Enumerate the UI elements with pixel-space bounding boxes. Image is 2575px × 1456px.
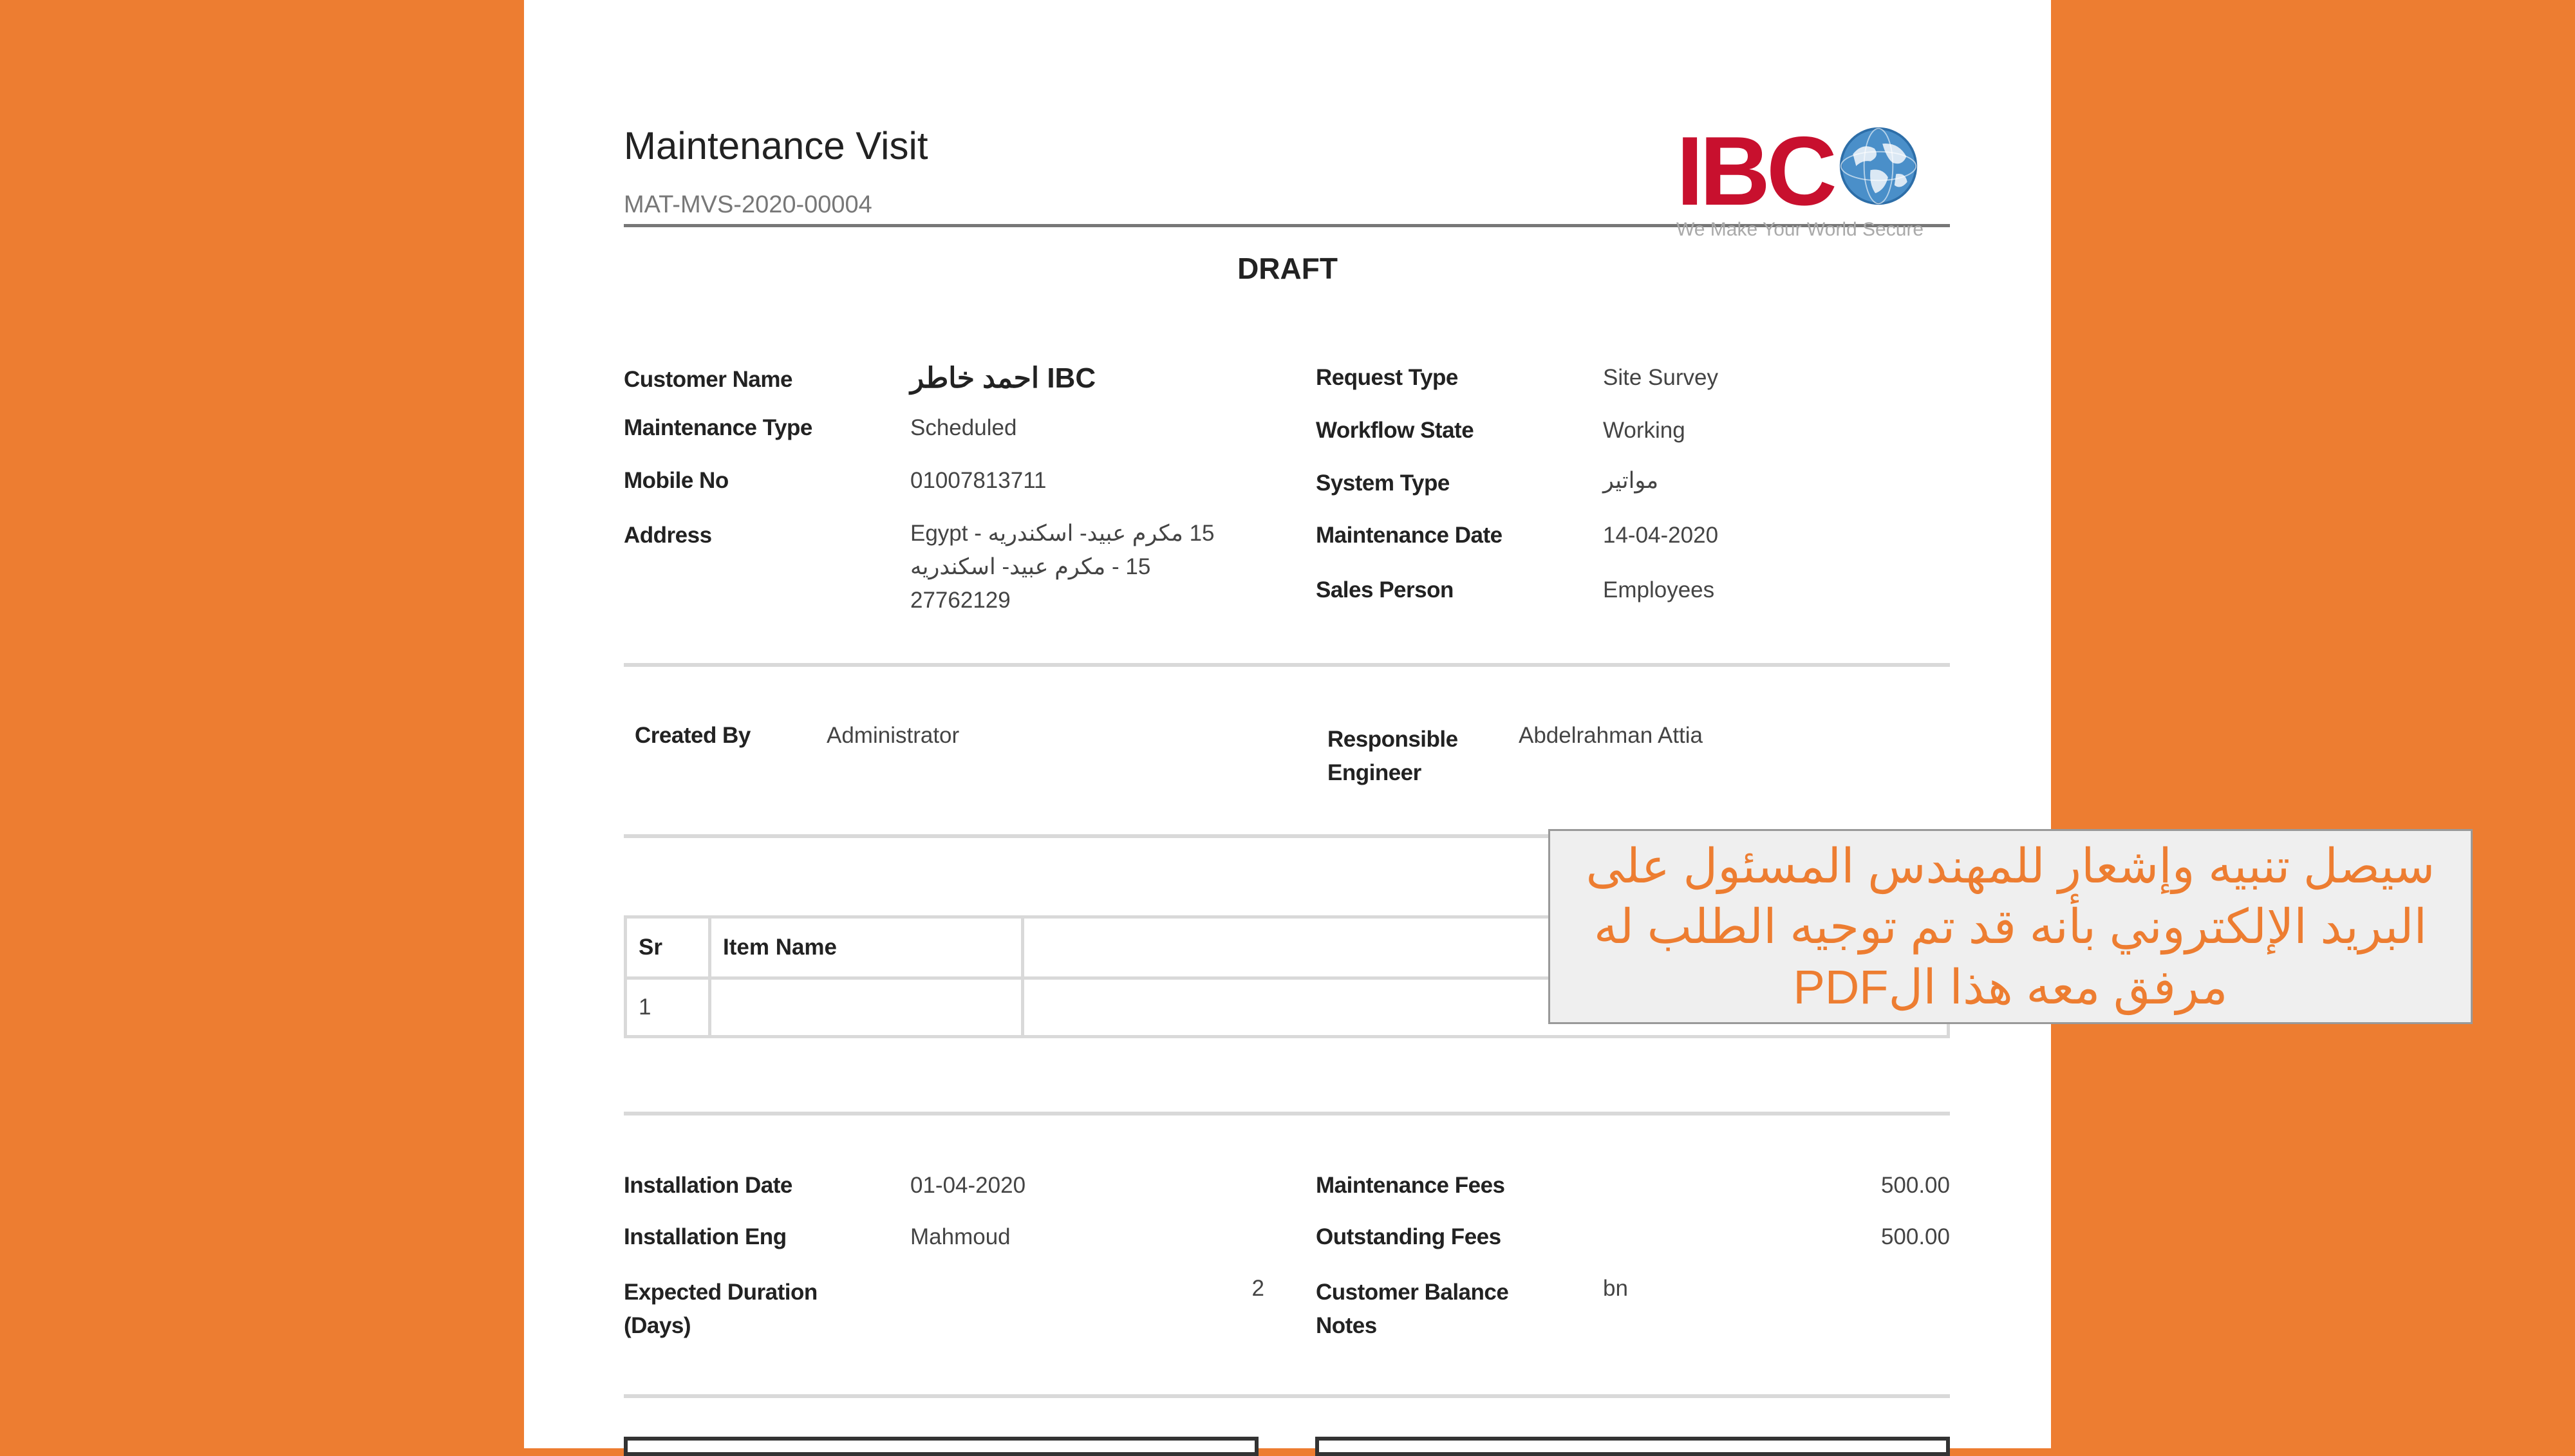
maintenance-fees-label: Maintenance Fees (1316, 1173, 1505, 1198)
customer-name-value: احمد خاطر IBC (910, 362, 1096, 394)
address-line-1: 15 مكرم عبيد- اسكندريه - Egypt (910, 521, 1215, 546)
document-title: Maintenance Visit (624, 124, 928, 167)
globe-icon (1839, 126, 1918, 206)
note-line-1: سيصل تنبيه وإشعار للمهندس المسئول على (1586, 839, 2435, 893)
address-line-3: 27762129 (910, 588, 1011, 613)
address-label: Address (624, 523, 712, 548)
customer-balance-notes-label: Customer Balance Notes (1316, 1280, 1509, 1338)
section-divider (624, 663, 1950, 667)
customer-name-label: Customer Name (624, 367, 792, 392)
outstanding-fees-value: 500.00 (1880, 1224, 1950, 1249)
installation-eng-label: Installation Eng (624, 1224, 787, 1249)
created-by-value: Administrator (827, 723, 960, 748)
expected-duration-label: Expected Duration (Days) (624, 1280, 818, 1338)
address-value (910, 517, 1245, 617)
sales-person-value: Employees (1603, 577, 1715, 602)
maintenance-date-label: Maintenance Date (1316, 523, 1503, 548)
maintenance-fees-value: 500.00 (1880, 1173, 1950, 1198)
company-logo (1676, 117, 1950, 245)
logo-tagline: We Make Your World Secure (1676, 219, 1924, 240)
maintenance-type-label: Maintenance Type (624, 415, 812, 440)
responsible-engineer-label: Responsible Engineer (1327, 727, 1458, 785)
status-draft: DRAFT (1237, 252, 1338, 285)
workflow-state-value: Working (1603, 418, 1685, 443)
logo-wordmark: IBC (1676, 117, 1833, 226)
section-divider (624, 1112, 1950, 1115)
mobile-no-value: 01007813711 (910, 468, 1047, 493)
request-type-value: Site Survey (1603, 365, 1718, 390)
address-line-2: 15 - مكرم عبيد- اسكندريه (910, 554, 1151, 579)
signature-box-left (624, 1437, 1259, 1456)
maintenance-date-value: 14-04-2020 (1603, 523, 1719, 548)
column-header-sr: Sr (626, 917, 710, 978)
column-header-item-name: Item Name (710, 917, 1023, 978)
system-type-value: مواتير (1603, 468, 1659, 493)
note-line-2: البريد الإلكتروني بأنه قد تم توجيه الطلب له (1593, 900, 2428, 953)
customer-balance-notes-value: bn (1603, 1276, 1628, 1301)
pdf-page (524, 0, 2435, 1448)
created-by-label: Created By (635, 723, 751, 748)
mobile-no-label: Mobile No (624, 468, 729, 493)
installation-date-value: 01-04-2020 (910, 1173, 1026, 1198)
maintenance-type-value: Scheduled (910, 415, 1017, 440)
workflow-state-label: Workflow State (1316, 418, 1474, 443)
note-line-3: مرفق معه هذا الPDF (1793, 960, 2228, 1014)
expected-duration-value: 2 (1251, 1276, 1264, 1301)
installation-date-label: Installation Date (624, 1173, 792, 1198)
system-type-label: System Type (1316, 471, 1450, 496)
outstanding-fees-label: Outstanding Fees (1316, 1224, 1501, 1249)
notification-note (1548, 829, 2473, 1024)
section-divider (624, 1394, 1950, 1398)
responsible-engineer-value: Abdelrahman Attia (1519, 723, 1703, 748)
cell-sr: 1 (626, 978, 710, 1037)
sales-person-label: Sales Person (1316, 577, 1454, 602)
signature-box-right (1315, 1437, 1950, 1456)
cell-item-name (710, 978, 1023, 1037)
request-type-label: Request Type (1316, 365, 1458, 390)
document-number: MAT-MVS-2020-00004 (624, 191, 872, 218)
installation-eng-value: Mahmoud (910, 1224, 1011, 1249)
